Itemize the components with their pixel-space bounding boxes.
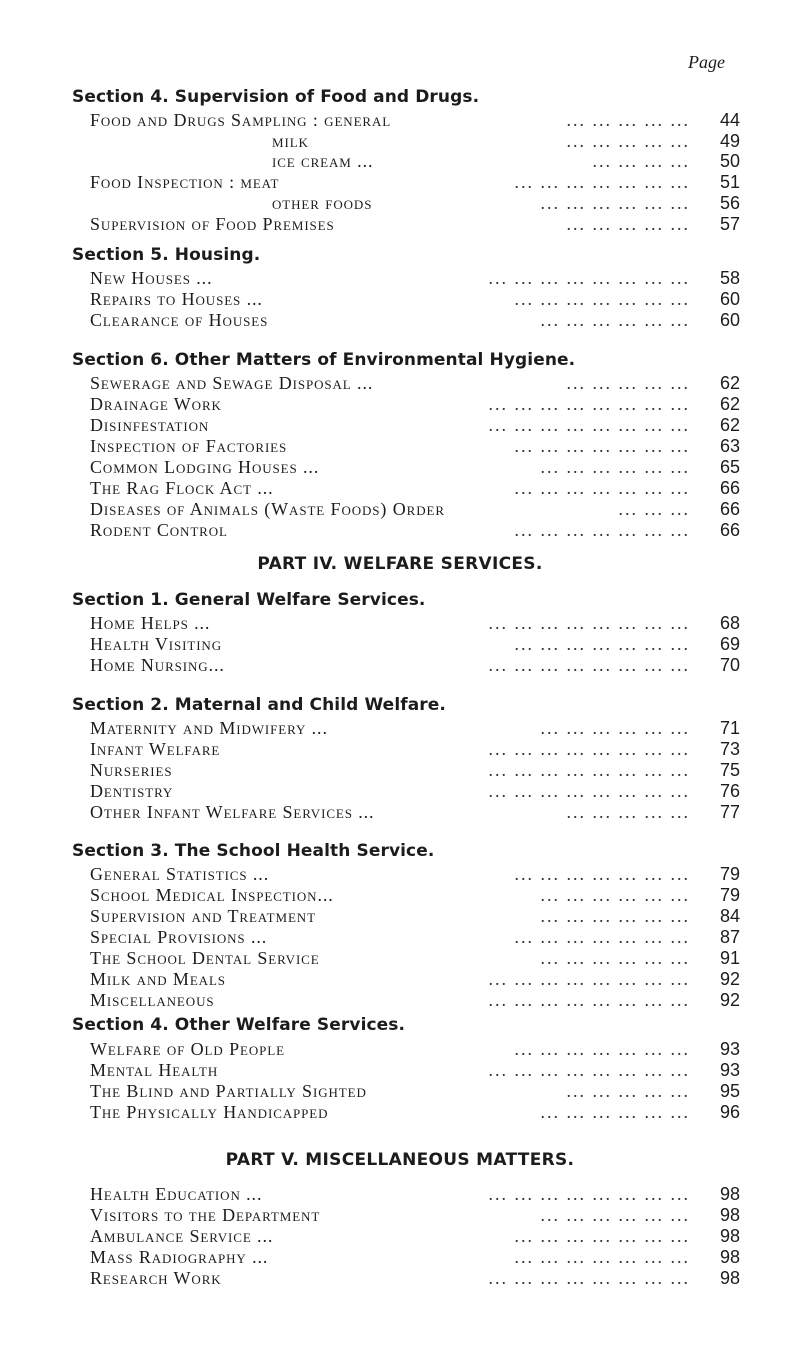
dot-leader: ... ... ... [618, 499, 690, 519]
dot-leader: ... ... ... ... ... ... ... ... [488, 613, 690, 633]
dot-leader: ... ... ... ... ... ... [540, 885, 690, 905]
dot-leader: ... ... ... ... ... ... ... [514, 478, 690, 498]
toc-entry[interactable] [0, 288, 800, 311]
entry-title: Food Inspection : meat [90, 172, 280, 192]
page-number: 62 [719, 394, 740, 414]
toc-entry[interactable] [0, 717, 800, 740]
entry-title: ice cream ... [272, 151, 374, 171]
dot-leader: ... ... ... ... ... ... ... ... [488, 1184, 690, 1204]
toc-entry[interactable] [0, 738, 800, 761]
entry-title: Disinfestation [90, 415, 210, 435]
toc-entry[interactable] [0, 759, 800, 782]
toc-entry[interactable] [0, 213, 800, 236]
toc-entry[interactable] [0, 192, 800, 215]
dot-leader: ... ... ... ... ... [566, 802, 690, 822]
entry-title: Supervision and Treatment [90, 906, 316, 926]
dot-leader: ... ... ... ... ... ... ... [514, 1247, 690, 1267]
entry-title: Repairs to Houses ... [90, 289, 263, 309]
toc-entry[interactable] [0, 309, 800, 332]
dot-leader: ... ... ... ... ... ... ... ... [488, 415, 690, 435]
page-number: 44 [719, 110, 740, 130]
entry-title: Special Provisions ... [90, 927, 268, 947]
toc-entry[interactable] [0, 267, 800, 290]
entry-title: Supervision of Food Premises [90, 214, 335, 234]
toc-entry[interactable] [0, 612, 800, 635]
toc-entry[interactable] [0, 150, 800, 173]
page-number: 62 [719, 373, 740, 393]
entry-title: Mass Radiography ... [90, 1247, 269, 1267]
dot-leader: ... ... ... ... ... ... ... ... [488, 969, 690, 989]
page-number: 56 [719, 193, 740, 213]
page-number: 98 [719, 1268, 740, 1288]
toc-entry[interactable] [0, 1204, 800, 1227]
dot-leader: ... ... ... ... ... [566, 214, 690, 234]
dot-leader: ... ... ... ... ... ... [540, 948, 690, 968]
page-number: 69 [719, 634, 740, 654]
entry-title: Drainage Work [90, 394, 222, 414]
dot-leader: ... ... ... ... ... ... ... ... [488, 781, 690, 801]
entry-title: Maternity and Midwifery ... [90, 718, 328, 738]
entry-title: other foods [272, 193, 373, 213]
page-number: 65 [719, 457, 740, 477]
dot-leader: ... ... ... ... ... ... ... [514, 289, 690, 309]
page-number: 79 [719, 885, 740, 905]
dot-leader: ... ... ... ... [592, 151, 690, 171]
toc-entry[interactable] [0, 801, 800, 824]
page-number: 71 [719, 718, 740, 738]
toc-entry[interactable] [0, 633, 800, 656]
toc-entry[interactable] [0, 780, 800, 803]
entry-title: milk [272, 131, 309, 151]
section-heading: Section 2. Maternal and Child Welfare. [72, 695, 446, 715]
page-number: 98 [719, 1205, 740, 1225]
toc-entry[interactable] [0, 498, 800, 521]
page-number: 62 [719, 415, 740, 435]
page-column-label: Page [688, 52, 725, 72]
dot-leader: ... ... ... ... ... ... [540, 906, 690, 926]
dot-leader: ... ... ... ... ... ... ... [514, 436, 690, 456]
dot-leader: ... ... ... ... ... ... ... ... [488, 1268, 690, 1288]
toc-entry[interactable] [0, 435, 800, 458]
entry-title: Clearance of Houses [90, 310, 269, 330]
dot-leader: ... ... ... ... ... ... [540, 457, 690, 477]
page-number: 92 [719, 990, 740, 1010]
dot-leader: ... ... ... ... ... ... ... ... [488, 655, 690, 675]
page-number: 60 [719, 310, 740, 330]
dot-leader: ... ... ... ... ... ... [540, 1205, 690, 1225]
entry-title: Inspection of Factories [90, 436, 288, 456]
toc-entry[interactable] [0, 926, 800, 949]
section-heading: Section 1. General Welfare Services. [72, 590, 426, 610]
dot-leader: ... ... ... ... ... ... ... ... [488, 1060, 690, 1080]
section-heading: Section 6. Other Matters of Environmental Hygiene. [72, 350, 576, 370]
dot-leader: ... ... ... ... ... ... [540, 718, 690, 738]
toc-entry[interactable] [0, 477, 800, 500]
page-number: 63 [719, 436, 740, 456]
page-number: 49 [719, 131, 740, 151]
page-number: 58 [719, 268, 740, 288]
dot-leader: ... ... ... ... ... ... [540, 310, 690, 330]
entry-title: The Rag Flock Act ... [90, 478, 274, 498]
dot-leader: ... ... ... ... ... [566, 110, 690, 130]
toc-entry[interactable] [0, 1080, 800, 1103]
toc-entry[interactable] [0, 863, 800, 886]
toc-entry[interactable] [0, 393, 800, 416]
entry-title: Home Nursing... [90, 655, 225, 675]
page-number: 95 [719, 1081, 740, 1101]
entry-title: Miscellaneous [90, 990, 215, 1010]
page-number: 76 [719, 781, 740, 801]
entry-title: Milk and Meals [90, 969, 226, 989]
entry-title: Visitors to the Department [90, 1205, 321, 1225]
page-number: 87 [719, 927, 740, 947]
page-number: 93 [719, 1060, 740, 1080]
page-number: 60 [719, 289, 740, 309]
entry-title: The Physically Handicapped [90, 1102, 329, 1122]
page-number: 84 [719, 906, 740, 926]
page-number: 66 [719, 499, 740, 519]
section-heading: Section 3. The School Health Service. [72, 841, 435, 861]
entry-title: The Blind and Partially Sighted [90, 1081, 367, 1101]
dot-leader: ... ... ... ... ... ... ... [514, 927, 690, 947]
page-number: 98 [719, 1184, 740, 1204]
entry-title: New Houses ... [90, 268, 213, 288]
toc-entry[interactable] [0, 414, 800, 437]
toc-entry[interactable] [0, 1246, 800, 1269]
toc-entry[interactable] [0, 1059, 800, 1082]
entry-title: Rodent Control [90, 520, 228, 540]
dot-leader: ... ... ... ... ... [566, 1081, 690, 1101]
entry-title: Other Infant Welfare Services ... [90, 802, 375, 822]
dot-leader: ... ... ... ... ... [566, 131, 690, 151]
toc-entry[interactable] [0, 989, 800, 1012]
toc-entry[interactable] [0, 1267, 800, 1290]
dot-leader: ... ... ... ... ... ... ... ... [488, 760, 690, 780]
page-number: 75 [719, 760, 740, 780]
dot-leader: ... ... ... ... ... ... [540, 193, 690, 213]
entry-title: Mental Health [90, 1060, 219, 1080]
page-number: 96 [719, 1102, 740, 1122]
entry-title: General Statistics ... [90, 864, 270, 884]
toc-entry[interactable] [0, 1101, 800, 1124]
dot-leader: ... ... ... ... ... ... ... [514, 172, 690, 192]
toc-entry[interactable] [0, 372, 800, 395]
page-number: 50 [719, 151, 740, 171]
page-number: 66 [719, 520, 740, 540]
entry-title: Ambulance Service ... [90, 1226, 274, 1246]
section-heading: Section 4. Other Welfare Services. [72, 1015, 406, 1035]
toc-entry[interactable] [0, 654, 800, 677]
dot-leader: ... ... ... ... ... [566, 373, 690, 393]
part-heading: PART V. MISCELLANEOUS MATTERS. [225, 1150, 575, 1170]
dot-leader: ... ... ... ... ... ... ... [514, 520, 690, 540]
dot-leader: ... ... ... ... ... ... ... ... [488, 268, 690, 288]
toc-entry[interactable] [0, 884, 800, 907]
entry-title: Health Visiting [90, 634, 223, 654]
page-number: 70 [719, 655, 740, 675]
entry-title: Welfare of Old People [90, 1039, 285, 1059]
page-number: 91 [719, 948, 740, 968]
dot-leader: ... ... ... ... ... ... ... [514, 1039, 690, 1059]
entry-title: Nurseries [90, 760, 173, 780]
entry-title: Research Work [90, 1268, 222, 1288]
entry-title: Infant Welfare [90, 739, 221, 759]
toc-entry[interactable] [0, 968, 800, 991]
entry-title: Sewerage and Sewage Disposal ... [90, 373, 374, 393]
page-number: 93 [719, 1039, 740, 1059]
page-number: 66 [719, 478, 740, 498]
page-number: 57 [719, 214, 740, 234]
page-number: 77 [719, 802, 740, 822]
page-number: 68 [719, 613, 740, 633]
entry-title: Common Lodging Houses ... [90, 457, 320, 477]
dot-leader: ... ... ... ... ... ... ... ... [488, 394, 690, 414]
dot-leader: ... ... ... ... ... ... ... [514, 864, 690, 884]
entry-title: Dentistry [90, 781, 174, 801]
page-number: 98 [719, 1226, 740, 1246]
toc-entry[interactable] [0, 109, 800, 132]
toc-entry[interactable] [0, 1183, 800, 1206]
toc-entry[interactable] [0, 1038, 800, 1061]
dot-leader: ... ... ... ... ... ... ... ... [488, 739, 690, 759]
toc-entry[interactable] [0, 519, 800, 542]
entry-title: Home Helps ... [90, 613, 211, 633]
entry-title: The School Dental Service [90, 948, 320, 968]
toc-entry[interactable] [0, 947, 800, 970]
section-heading: Section 4. Supervision of Food and Drugs. [72, 87, 480, 107]
entry-title: Diseases of Animals (Waste Foods) Order [90, 499, 445, 519]
entry-title: Health Education ... [90, 1184, 263, 1204]
dot-leader: ... ... ... ... ... ... ... [514, 1226, 690, 1246]
dot-leader: ... ... ... ... ... ... [540, 1102, 690, 1122]
entry-title: Food and Drugs Sampling : general [90, 110, 392, 130]
dot-leader: ... ... ... ... ... ... ... ... [488, 990, 690, 1010]
toc-entry[interactable] [0, 1225, 800, 1248]
page-number: 98 [719, 1247, 740, 1267]
toc-entry[interactable] [0, 905, 800, 928]
page-number: 92 [719, 969, 740, 989]
dot-leader: ... ... ... ... ... ... ... [514, 634, 690, 654]
section-heading: Section 5. Housing. [72, 245, 261, 265]
page-number: 79 [719, 864, 740, 884]
part-heading: PART IV. WELFARE SERVICES. [257, 554, 543, 574]
page-number: 51 [719, 172, 740, 192]
page-number: 73 [719, 739, 740, 759]
toc-entry[interactable] [0, 456, 800, 479]
entry-title: School Medical Inspection... [90, 885, 334, 905]
toc-entry[interactable] [0, 171, 800, 194]
